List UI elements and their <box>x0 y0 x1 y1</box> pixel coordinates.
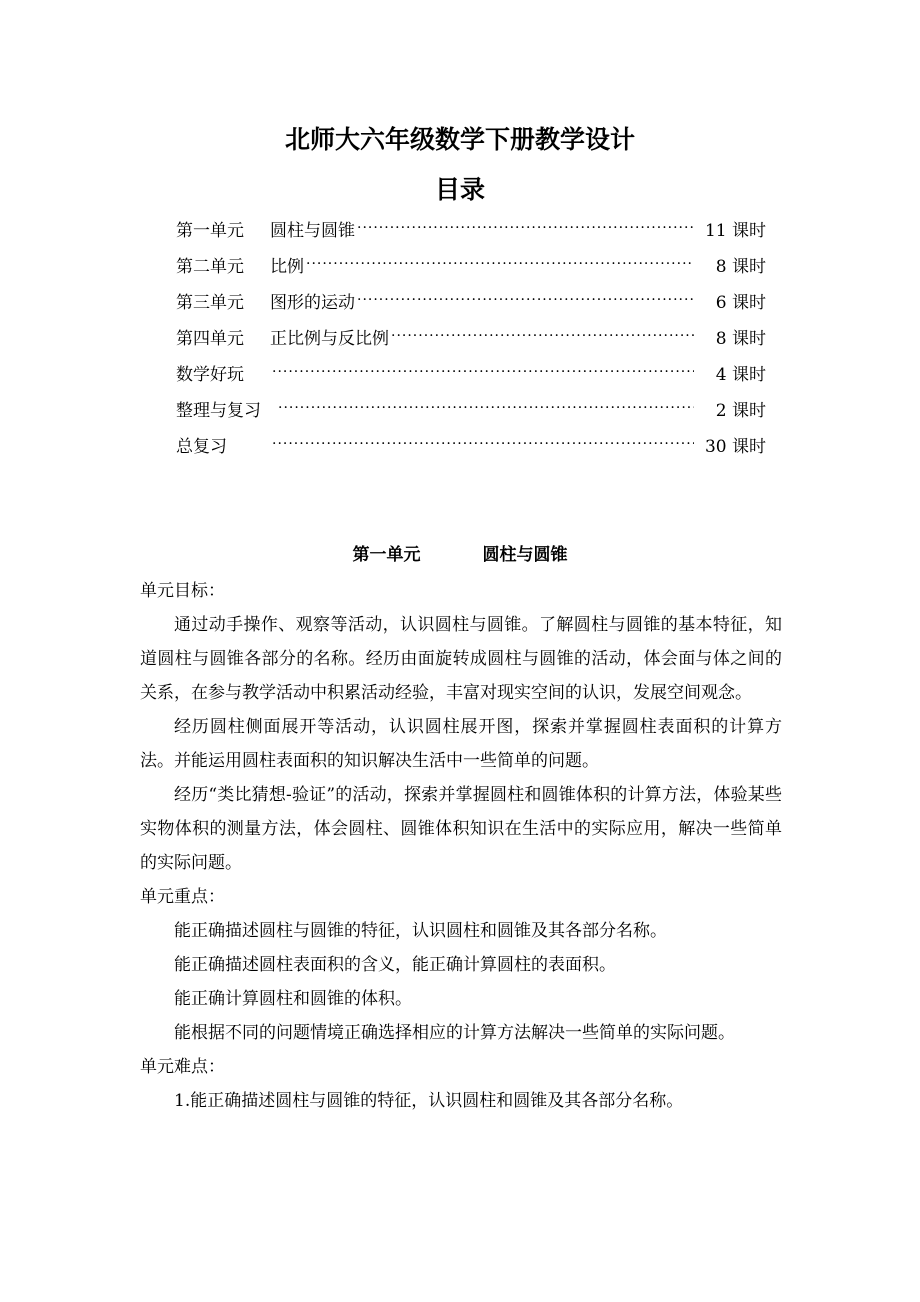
toc-leader <box>391 328 694 344</box>
section-body <box>140 574 782 1118</box>
toc-hours: 8 课时 <box>715 256 766 277</box>
toc-row <box>176 210 766 246</box>
toc-hours: 8 课时 <box>715 328 766 349</box>
goals-paragraph: 通过动手操作、观察等活动，认识圆柱与圆锥。了解圆柱与圆锥的基本特征，知道圆柱与圆锥各部分的名称。经历由面旋转成圆柱与圆锥的活动，体会面与体之间的关系，在参与教学活动中积累活动经验，丰富对现实空间的认识，发展空间观念。 <box>140 615 782 703</box>
toc-leader <box>306 256 694 272</box>
toc-leader <box>272 364 694 380</box>
toc-heading: 目录 <box>434 175 485 204</box>
section-unit: 第一单元 <box>352 545 421 565</box>
goals-paragraph: 经历圆柱侧面展开等活动，认识圆柱展开图，探索并掌握圆柱表面积的计算方法。并能运用圆柱表面积的知识解决生活中一些简单的问题。 <box>140 717 782 771</box>
goals-label: 单元目标： <box>140 581 225 601</box>
toc-leader <box>357 292 694 308</box>
toc-row <box>176 318 766 354</box>
toc-row <box>176 354 766 390</box>
section-heading <box>0 540 920 565</box>
toc-unit: 第二单元 <box>176 256 244 277</box>
toc-row <box>176 282 766 318</box>
toc-hours: 11 课时 <box>704 220 766 241</box>
toc-row <box>176 426 766 462</box>
goals-paragraph: 经历“类比猜想-验证”的活动，探索并掌握圆柱和圆锥体积的计算方法，体验某些实物体积的测量方法，体会圆柱、圆锥体积知识在生活中的实际应用，解决一些简单的实际问题。 <box>140 785 782 873</box>
toc-leader <box>272 436 694 452</box>
toc-hours: 2 课时 <box>715 400 766 421</box>
toc-unit: 数学好玩 <box>176 364 244 385</box>
toc-hours: 6 课时 <box>715 292 766 313</box>
toc-title: 圆柱与圆锥 <box>270 220 355 241</box>
toc-unit: 总复习 <box>176 436 227 457</box>
toc-hours: 30 课时 <box>704 436 766 457</box>
toc-row <box>176 390 766 426</box>
key-points-label: 单元重点： <box>140 887 225 907</box>
key-point-item: 能正确描述圆柱表面积的含义，能正确计算圆柱的表面积。 <box>174 955 616 975</box>
toc-title: 图形的运动 <box>270 292 355 313</box>
table-of-contents <box>176 210 766 462</box>
toc-unit: 第三单元 <box>176 292 244 313</box>
difficulty-item: 1.能正确描述圆柱与圆锥的特征，认识圆柱和圆锥及其各部分名称。 <box>174 1091 684 1111</box>
toc-unit: 整理与复习 <box>176 400 261 421</box>
key-point-item: 能根据不同的问题情境正确选择相应的计算方法解决一些简单的实际问题。 <box>174 1023 735 1043</box>
toc-leader <box>357 220 694 236</box>
document-title: 北师大六年级数学下册教学设计 <box>284 125 635 154</box>
toc-unit: 第一单元 <box>176 220 244 241</box>
toc-title: 比例 <box>270 256 304 277</box>
toc-leader <box>278 400 694 416</box>
toc-hours: 4 课时 <box>715 364 766 385</box>
key-point-item: 能正确描述圆柱与圆锥的特征，认识圆柱和圆锥及其各部分名称。 <box>174 921 667 941</box>
toc-row <box>176 246 766 282</box>
section-title: 圆柱与圆锥 <box>482 545 568 565</box>
difficulties-label: 单元难点： <box>140 1057 225 1077</box>
toc-title: 正比例与反比例 <box>270 328 389 349</box>
key-point-item: 能正确计算圆柱和圆锥的体积。 <box>174 989 412 1009</box>
toc-unit: 第四单元 <box>176 328 244 349</box>
